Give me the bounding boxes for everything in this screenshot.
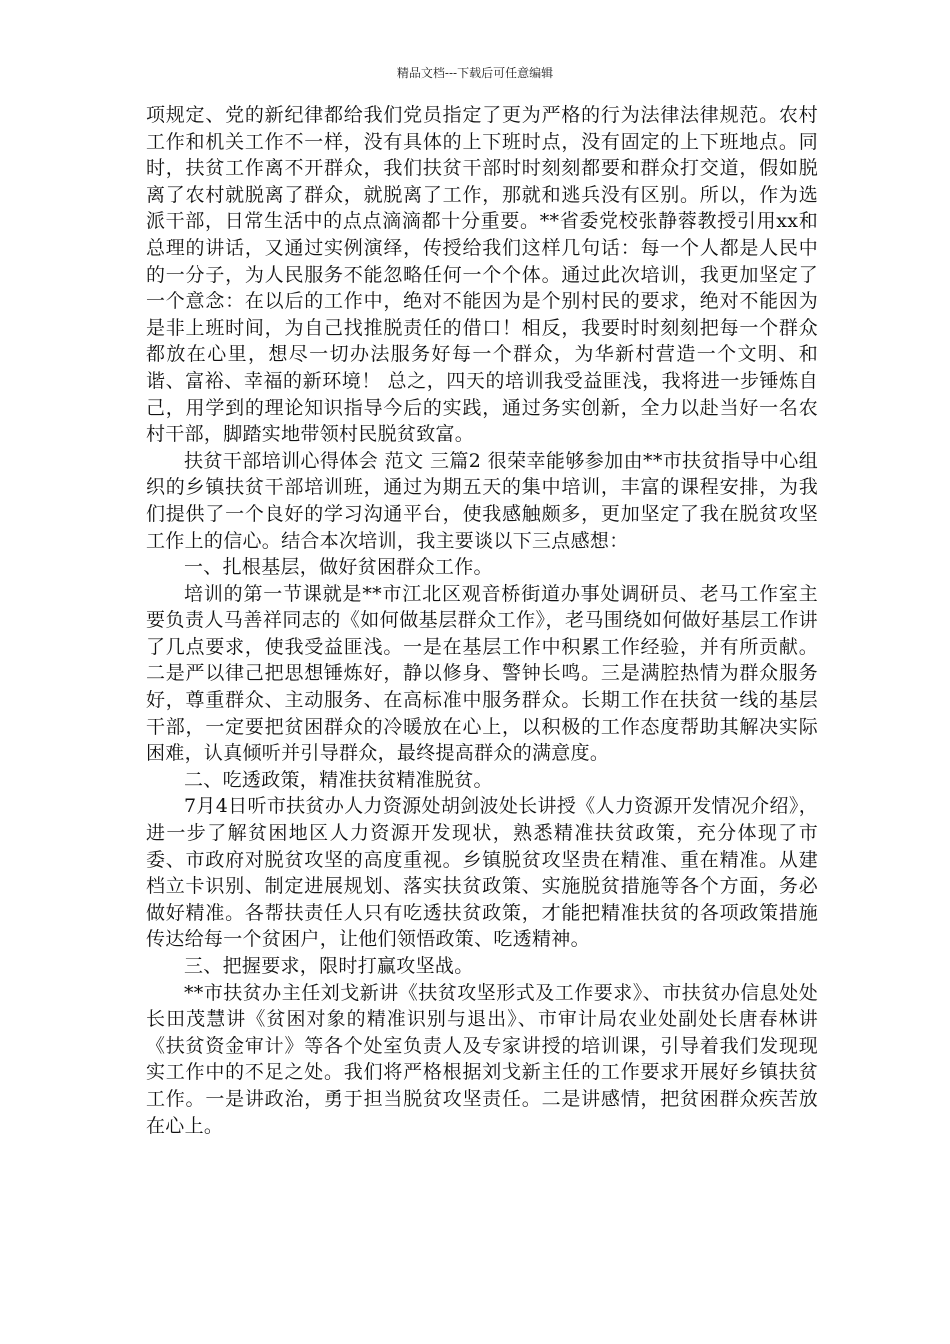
section-heading-2: 二、吃透政策，精准扶贫精准脱贫。 [184,768,493,791]
section-heading-1: 一、扎根基层，做好贫困群众工作。 [184,556,493,579]
paragraph-section-2: 7月4日听市扶贫办人力资源处胡剑波处长讲授《人力资源开发情况介绍》，进一步了解贫困地区人力资源开发现状，熟悉精准扶贫政策，充分体现了市委、市政府对脱贫攻坚的高度重视。乡镇脱贫攻坚贵在精准、重在精准。从建档立卡识别、制定进展规划、落实扶贫政策、实施脱贫措施等各个方面，务必做好精准。各帮扶责任人只有吃透扶贫政策，才能把精准扶贫的各项政策措施传达给每一个贫困户，让他们领悟政策、吃透精神。 [146,795,818,951]
document-body [146,102,818,1139]
paragraph-continuation: 项规定、党的新纪律都给我们党员指定了更为严格的行为法律法律规范。农村工作和机关工作不一样，没有具体的上下班时点，没有固定的上下班地点。同时，扶贫工作离不开群众，我们扶贫干部时时刻刻都要和群众打交道，假如脱离了农村就脱离了群众，就脱离了工作，那就和逃兵没有区别。所以，作为选派干部，日常生活中的点点滴滴都十分重要。**省委党校张静蓉教授引用xx和总理的讲话，又通过实例演绎，传授给我们这样几句话：每一个人都是人民中的一分子，为人民服务不能忽略任何一个个体。通过此次培训，我更加坚定了一个意念：在以后的工作中，绝对不能因为是个别村民的要求，绝对不能因为是非上班时间，为自己找推脱责任的借口！相反，我要时时刻刻把每一个群众都放在心里，想尽一切办法服务好每一个群众，为华新村营造一个文明、和谐、富裕、幸福的新环境！ 总之，四天的培训我受益匪浅，我将进一步锤炼自己，用学到的理论知识指导今后的实践，通过务实创新，全力以赴当好一名农村干部，脚踏实地带领村民脱贫致富。 [146,104,818,446]
page-header: 精品文档---下载后可任意编辑 [396,66,554,80]
paragraph-section-3: **市扶贫办主任刘戈新讲《扶贫攻坚形式及工作要求》、市扶贫办信息处处长田茂慧讲《贫困对象的精准识别与退出》、市审计局农业处副处长唐春林讲《扶贫资金审计》等各个处室负责人及专家讲授的培训课，引导着我们发现现实工作中的不足之处。我们将严格根据刘戈新主任的工作要求开展好乡镇扶贫工作。一是讲政治，勇于担当脱贫攻坚责任。二是讲感情，把贫困群众疾苦放在心上。 [146,981,818,1137]
paragraph-section-1: 培训的第一节课就是**市江北区观音桥街道办事处调研员、老马工作室主要负责人马善祥同志的《如何做基层群众工作》，老马围绕如何做好基层工作讲了几点要求，使我受益匪浅。一是在基层工作中积累工作经验，并有所贡献。二是严以律己把思想锤炼好，静以修身、警钟长鸣。三是满腔热情为群众服务好，尊重群众、主动服务、在高标准中服务群众。长期工作在扶贫一线的基层干部，一定要把贫困群众的冷暖放在心上，以积极的工作态度帮助其解决实际困难，认真倾听并引导群众，最终提高群众的满意度。 [146,582,818,765]
section-heading-3: 三、把握要求，限时打赢攻坚战。 [184,955,474,977]
paragraph-intro: 扶贫干部培训心得体会 范文 三篇2 很荣幸能够参加由**市扶贫指导中心组织的乡镇扶贫干部培训班，通过为期五天的集中培训，丰富的课程安排，为我们提供了一个良好的学习沟通平台，使我感触颇多，更加坚定了我在脱贫攻坚工作上的信心。结合本次培训，我主要谈以下三点感想： [146,449,818,552]
